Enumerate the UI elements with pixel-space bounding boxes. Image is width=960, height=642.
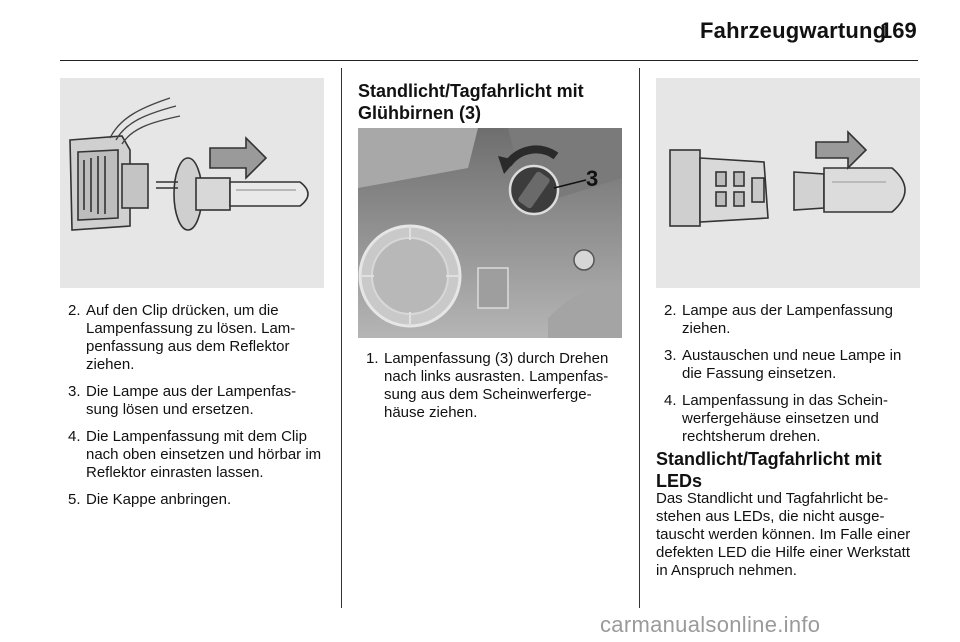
list-item [60,428,328,482]
list-item [60,302,328,374]
step-number: 5. [68,491,81,508]
figure-wedge-bulb-removal [656,78,920,288]
list-item [656,302,924,338]
step-number: 1. [366,350,379,367]
step-number: 3. [664,347,677,364]
list-item [358,350,626,422]
step-number: 2. [68,302,81,319]
list-item [60,491,328,509]
section-heading-bulbs: Standlicht/Tagfahrlicht mit Glühbirnen (3) [358,81,584,123]
step-number: 4. [68,428,81,445]
step-text: Die Kappe anbringen. [86,491,232,508]
figure-bulb-socket-removal [60,78,324,288]
figure-headlamp-housing [358,128,622,338]
list-item [656,347,924,383]
step-text: Lampenfassung (3) durch Drehen nach links ausrasten. Lampenfas-sung aus dem Scheinwerferge-häuse ziehen. [384,350,609,421]
page-number: 169 [880,18,917,43]
step-text: Auf den Clip drücken, um die Lampenfassung zu lösen. Lam-penfassung aus dem Reflektor ziehen. [86,302,296,373]
step-text: Lampenfassung in das Schein-werfergehäuse einsetzen und rechtsherum drehen. [682,392,888,445]
step-text: Austauschen und neue Lampe in die Fassung einsetzen. [682,347,902,382]
column-divider-1 [341,68,342,608]
led-paragraph: Das Standlicht und Tagfahrlicht be-stehen aus LEDs, die nicht ausge-tauscht werden können. Im Falle einer defekten LED die Hilfe einer Werkstatt in Anspruch nehmen. [656,490,911,579]
section-heading-leds: Standlicht/Tagfahrlicht mit LEDs [656,449,882,491]
step-number: 4. [664,392,677,409]
step-text: Die Lampe aus der Lampenfas-sung lösen und ersetzen. [86,383,297,418]
step-text: Lampe aus der Lampenfassung ziehen. [682,302,893,337]
list-item [60,383,328,419]
col3-steps-list [656,302,924,455]
col1-steps-list [60,302,328,518]
list-item [656,392,924,446]
column-divider-2 [639,68,640,608]
step-text: Die Lampenfassung mit dem Clip nach oben einsetzen und hörbar im Reflektor einrasten lassen. [86,428,322,481]
step-number: 3. [68,383,81,400]
figure-callout-label: 3 [586,166,599,191]
headlamp-housing-illustration [358,128,622,338]
socket-bulb-illustration [60,78,324,288]
page-header-title: Fahrzeugwartung [700,18,887,43]
header-rule [60,60,918,61]
col2-steps-list [358,350,626,431]
wedge-bulb-illustration [656,78,920,288]
watermark: carmanualsonline.info [600,612,821,637]
step-number: 2. [664,302,677,319]
